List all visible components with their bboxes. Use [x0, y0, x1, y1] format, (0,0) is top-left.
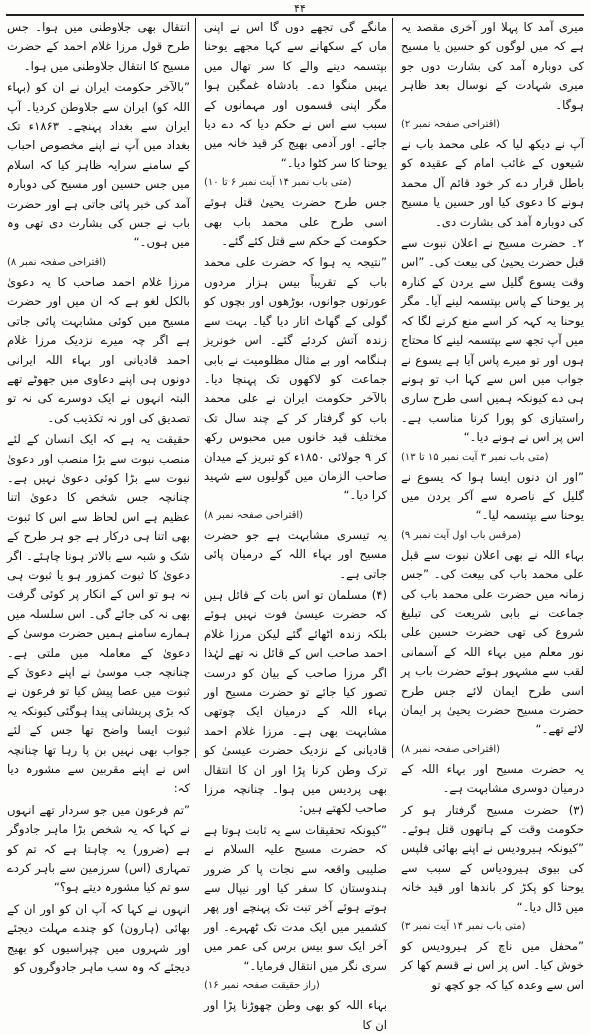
citation: (متی باب نمبر ۳ آیت نمبر ۱۵ تا ۱۳): [401, 451, 549, 463]
paragraph: انہوں نے کہا کہ آپ ان کو اور ان کے بھائی (ہارون) کو چندے مہلت دیجئے اور شہروں میں چپراسیوں کو بھیج دیجئے کہ وہ سب ماہر جادوگروں کو: [7, 901, 190, 975]
paragraph: مانگے گی تجھے دوں گا اس نے اپنی ماں کے سکھانے سے کہا مجھے یوحنا بپتسمہ دینے والے کا سر تھال میں یہیں منگوا دے۔ بادشاہ غمگین ہوا مگر اپنی قسموں اور مہمانوں کے سبب سے اس نے حکم دیا کہ دے دیا جائے۔ اور آدمی بھیج کر قید خانہ میں یوحنا کا سر کٹوا دیا۔“: [204, 20, 387, 170]
paragraph: ”کیونکہ تحقیقات سے یہ ثابت ہوتا ہے کہ حضرت مسیح علیہ السلام نے صلیبی واقعہ سے نجات پا کر ضرور ہندوستان کا سفر کیا اور نیپال سے ہوتے ہوئے آخر تبت تک پہنچے اور پھر کشمیر میں ایک مدت تک ٹھہرے۔ اور آخر ایک سو بیس برس کی عمر میں سری نگر میں انتقال فرمایا۔“: [204, 822, 387, 973]
paragraph: (۴) مسلمان تو اس بات کے قائل ہیں کہ حضرت عیسیٰ فوت نہیں ہوئے بلکہ زندہ اٹھائے گئے لیکن مرزا غلام احمد صاحب اس کے قائل نہ تھے لہٰذا اگر مرزا صاحب کے بیان کو درست تصور کیا جائے تو حضرت مسیح اور بہاء اللہ کے درمیان ایک چوتھی مشابہت بھی ہے۔ مرزا غلام احمد قادیانی کے نزدیک حضرت عیسیٰ کو ترک وطن کرنا پڑا اور ان کا انتقال بھی پردیس میں ہوا۔ چنانچہ مرزا صاحب لکھتے ہیں:: [204, 587, 387, 816]
citation: (اقتراحی صفحہ نمبر ۸): [401, 743, 501, 755]
citation: (متی باب نمبر ۱۴ آیت نمبر ۳): [401, 921, 526, 933]
paragraph: مرزا غلام احمد صاحب کا یہ دعویٰ بالکل لغو ہے کہ ان میں اور حضرت مسیح میں کوئی مشابہت پائی جاتی ہے اگر چہ میرے نزدیک مرزا غلام احمد قادیانی اور بہاء اللہ ایرانی دونوں ہی اپنے دعاوی میں جھوٹے تھے البتہ انہوں نے ایک دوسرے کی نہ تو تصدیق کی اور نہ تکذیب کی۔: [7, 274, 190, 425]
page: [6, 2, 584, 1032]
column-divider-right: [392, 18, 393, 758]
paragraph: بہاء اللہ کو بھی وطن چھوڑنا پڑا اور ان کا: [204, 998, 387, 1032]
citation: (اقتراحی صفحہ نمبر ۲): [401, 119, 501, 131]
paragraph: بہاء اللہ نے بھی اعلان نبوت سے قبل علی محمد باب کی بیعت کی۔ ”جس زمانہ میں حضرت علی محمد باب کی جماعت نے بابی شریعت کی تبلیغ شروع کی تھی حضرت حسین علی نور معلم میں بہاء اللہ کے آسمانی لقب سے مشہور ہوئے حضرت باب پر اسی طرح ایمان لائے جس طرح حضرت مسیح حضرت یحییٰ پر ایمان لائے تھے۔“: [401, 547, 584, 737]
paragraph: ۲۔ حضرت مسیح نے اعلان نبوت سے قبل حضرت یحییٰ کی بیعت کی۔ ”اس وقت یسوع گلیل سے یردن کے کنارہ پر یوحنا کے پاس بپتسمہ لینے آیا۔ مگر یوحنا یہ کہہ کر اسے منع کرنے لگا کہ میں آپ تجھ سے بپتسمہ لینے کا محتاج ہوں اور تو میرے پاس آیا ہے یسوع نے جواب میں اس سے کہا اب تو ہونے ہی دے کیونکہ ہمیں اسی طرح ساری راستبازی کو پورا کرنا مناسب ہے۔ اس پر اس نے ہونے دیا۔“: [401, 236, 584, 445]
header-rule: [6, 4, 584, 16]
paragraph: (۳) حضرت مسیح گرفتار ہو کر حکومت وقت کے ہاتھوں قتل ہوئے۔ ”کیونکہ ہیرودیس نے اپنے بھائی فلپس کی بیوی ہیرودیاس کے سبب سے یوحنا کو پکڑ کر باندھا اور قید خانہ میں ڈال دیا۔“: [401, 802, 584, 914]
paragraph: آپ نے دیکھ لیا کہ علی محمد باب نے شیعوں کے غائب امام کے عقیدہ کو باطل قرار دے کر خود قائم آل محمد ہونے کا دعوی کیا اور حسین یا مسیح کی دوبارہ آمد کی بشارت دی۔: [401, 137, 584, 229]
citation: (راز حقیقت صفحہ نمبر ۱۶): [204, 980, 320, 992]
citation: (اقتراحی صفحہ نمبر ۸): [7, 256, 107, 268]
paragraph: یہ تیسری مشابہت ہے جو حضرت مسیح اور بہاء اللہ کے درمیان پائی جاتی ہے۔: [204, 527, 387, 581]
paragraph: ”نتیجہ یہ ہوا کہ حضرت علی محمد باب کے تقریباً بیس ہزار مردوں عورتوں جوانوں، بوڑھوں اور بچوں کو گولی کے گھاٹ اتار دیا گیا۔ بہت سے زندہ آتش کردئے گئے۔ اس خونریز ہنگامہ اور بے مثال مظلومیت نے بابی جماعت کو لاکھوں تک پہنچا دیا۔ بالآخر حکومت ایران نے علی محمد باب کو گرفتار کر کے چند سال تک مختلف قید خانوں میں محبوس رکھ کر ۹ جولائی ۱۸۵۰ء کو تبریز کے میدان صاحب الزمان میں گولیوں سے شہید کرا دیا۔“: [204, 255, 387, 503]
paragraph: ”اور ان دنوں ایسا ہوا کہ یسوع نے گلیل کے ناصرہ سے آکر یردن میں یوحنا سے بپتسمہ لیا۔“: [401, 469, 584, 523]
column-right: [401, 18, 584, 992]
paragraph: انتقال بھی جلاوطنی میں ہوا۔ جس طرح قول مرزا غلام احمد کے حضرت مسیح کا انتقال جلاوطنی میں ہوا۔: [7, 20, 190, 73]
paragraph: یہ حضرت مسیح اور بہاء اللہ کے درمیان دوسری مشابہت ہے۔: [401, 761, 584, 796]
page-marker: ۴۴: [294, 2, 306, 15]
citation: (متی باب نمبر ۱۴ آیت نمبر ۶ تا ۱۰): [204, 177, 352, 189]
paragraph: حقیقت یہ ہے کہ ایک انسان کے لئے منصب نبوت سے بڑا منصب اور دعویٰ نبوت سے بڑا کوئی دعویٰ نہیں ہے۔ چنانچہ جس شخص کا دعویٰ اتنا عظیم ہے اس لحاظ سے اس کا ثبوت بھی اتنا ہی درکار ہے جو ہر طرح کے شک و شبہ سے بالاتر ہونا چاہئے۔ اگر دعویٰ کا ثبوت کمزور ہو یا ثبوت ہی نہ ہو تو اس کے انکار پر کوئی گرفت بھی نہ کی جائے گی۔ اس سلسلہ میں ہمارے سامنے ہمیں حضرت موسیٰ کے دعویٰ کے معاملہ میں ملتی ہے۔ چنانچہ جب موسیٰ نے اپنے دعویٰ کے ثبوت میں عصا پیش کیا تو فرعون نے کہ بڑی پریشانی پیدا ہوگئی کیونکہ یہ ثبوت ایسا واضح تھا جس کے لئے جواب بھی نہیں بن پا رہا تھا چنانچہ اس نے اپنے مقربین سے مشورہ دیا کہ:: [7, 432, 190, 796]
paragraph: ”تم فرعون میں جو سردار تھے انہوں نے کہا کہ یہ شخص بڑا ماہر جادوگر ہے (ضرور) یہ چاہتا ہے کہ تم کو تمہاری (اس) سرزمین سے باہر کردے سو تم کیا مشورہ دیتے ہو؟“: [7, 802, 190, 895]
citation: (اقتراحی صفحہ نمبر ۸): [204, 509, 304, 521]
column-middle: [204, 18, 387, 1032]
column-left: [7, 18, 190, 975]
paragraph: میری آمد کا پہلا اور آخری مقصد یہ ہے کہ میں لوگوں کو حسین یا مسیح کی دوبارہ آمد کی بشارت دوں جو میری شہادت کے نوسال بعد ظاہر ہوگا۔: [401, 20, 584, 112]
citation: (مرقس باب اول آیت نمبر ۹): [401, 529, 522, 541]
paragraph: ”محفل میں ناچ کر ہیرودیس کو خوش کیا۔ اس پر اس نے قسم کھا کر اس سے وعدہ کیا کہ جو کچھ تو: [401, 939, 584, 992]
column-divider-left: [195, 18, 196, 758]
paragraph: جس طرح حضرت یحییٰ قتل ہوئے اسی طرح علی محمد باب بھی حکومت کے حکم سے قتل کئے گئے۔: [204, 195, 387, 249]
paragraph: ”بالآخر حکومت ایران نے ان کو (بہاء اللہ کو) ایران سے جلاوطن کردیا۔ آپ ایران سے بغداد پہنچے۔ ۱۸۶۳ء تک بغداد میں آپ نے اپنے مخصوص احباب کے سامنے سرایہ ظاہر کیا کہ اسلام میں جس حسین اور مسیح کی دوبارہ آمد کی خبر پائی جاتی ہے اور حضرت باب نے جس کی بشارت دی تھی وہ میں ہوں۔“: [7, 80, 190, 250]
